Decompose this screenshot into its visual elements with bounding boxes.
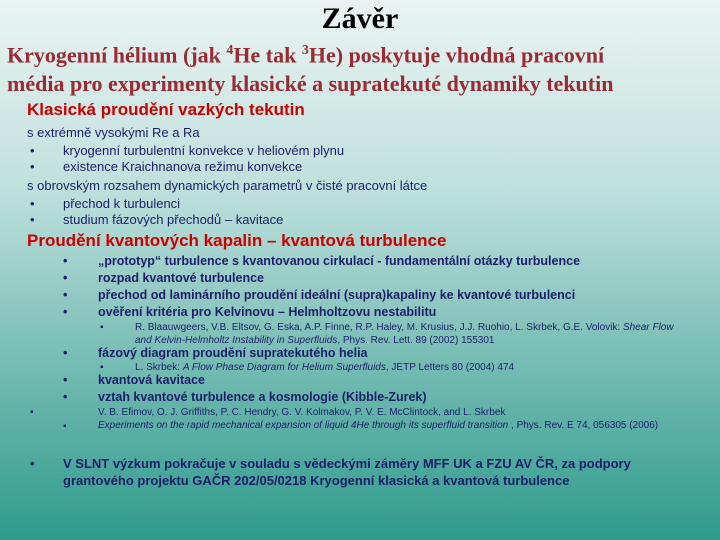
reference-2: L. Skrbek: A Flow Phase Diagram for Helium Superfluids, JETP Letters 80 (2004) 474 — [135, 362, 515, 373]
subtitle — [7, 36, 613, 98]
small-bullet: ▪ — [30, 407, 34, 418]
page-title: Závěr — [321, 2, 399, 35]
classic-sub2: s obrovským rozsahem dynamických parametrů v čisté pracovní látce — [27, 178, 428, 193]
quantum-phase-item: fázový diagram proudění supratekutého helia — [98, 346, 368, 360]
quantum-item-3: přechod od laminárního proudění ideální (supra)kapaliny ke kvantové turbulenci — [98, 288, 576, 302]
classic-item-2: existence Kraichnanova režimu konvekce — [63, 159, 303, 174]
classic-sub1: s extrémně vysokými Re a Ra — [27, 125, 200, 140]
bullet: • — [30, 456, 35, 471]
reference-1: R. Blaauwgeers, V.B. Eltsov, G. Eska, A.P. Finne, R.P. Haley, M. Krusius, J.J. Ruohio, L. Skrbek, G.E. Volovik: Shear Flow and Kelvin-Helmholtz Instability in Superfluids, Phys. Rev. Lett. 89 (2002) 155301 — [135, 322, 674, 346]
quantum-item-4: ověření kritéria pro Kelvinovu – Helmholtzovu nestabilitu — [98, 305, 437, 319]
final-statement: V SLNT výzkum pokračuje v souladu s vědeckými záměry MFF UK a FZU AV ČR, za podpory grantového projektu GAČR 202/05/0218 Kryogenní klasická a kvantová turbulence — [63, 456, 631, 488]
bullet: • — [30, 159, 35, 174]
bullet: • — [30, 143, 35, 158]
classic-item-3: přechod k turbulenci — [63, 196, 181, 211]
bullet: • — [30, 212, 35, 227]
bullet: • — [63, 305, 68, 319]
small-bullet: ▪ — [100, 362, 104, 373]
bullet: • — [63, 390, 68, 404]
reference-3: V. B. Efimov, O. J. Griffiths, P. C. Hendry, G. V. Kolmakov, P. V. E. McClintock, and L. Skrbek Experiments on the rapid mechanical expansion of liquid 4He through its superfluid transition , Phys. Rev. E 74, 056305 (2006) — [98, 407, 659, 431]
quantum-heading: Proudění kvantových kapalin – kvantová turbulence — [27, 231, 447, 250]
subtitle-line-2: média pro experimenty klasické a supratekuté dynamiky tekutin — [7, 71, 614, 97]
bullet: • — [63, 346, 68, 360]
quantum-item-1: „prototyp“ turbulence s kvantovanou cirkulací - fundamentální otázky turbulence — [98, 254, 581, 268]
small-bullet: ▪ — [63, 421, 67, 432]
bullet: • — [63, 271, 68, 285]
bullet: • — [63, 254, 68, 268]
quantum-cosmology-item: vztah kvantové turbulence a kosmologie (Kibble-Zurek) — [98, 390, 427, 404]
quantum-item-2: rozpad kvantové turbulence — [98, 271, 265, 285]
bullet: • — [30, 196, 35, 211]
bullet: • — [63, 288, 68, 302]
classic-heading: Klasická proudění vazkých tekutin — [27, 100, 305, 119]
subtitle-line-1: Kryogenní hélium (jak $^4$He tak $^3$He) poskytuje vhodná pracovní — [7, 42, 605, 68]
quantum-cavitation-item: kvantová kavitace — [98, 373, 206, 387]
classic-item-1: kryogenní turbulentní konvekce v heliovém plynu — [63, 143, 345, 158]
small-bullet: ▪ — [100, 322, 104, 333]
classic-item-4: studium fázových přechodů – kavitace — [63, 212, 284, 227]
bullet: • — [63, 373, 68, 387]
